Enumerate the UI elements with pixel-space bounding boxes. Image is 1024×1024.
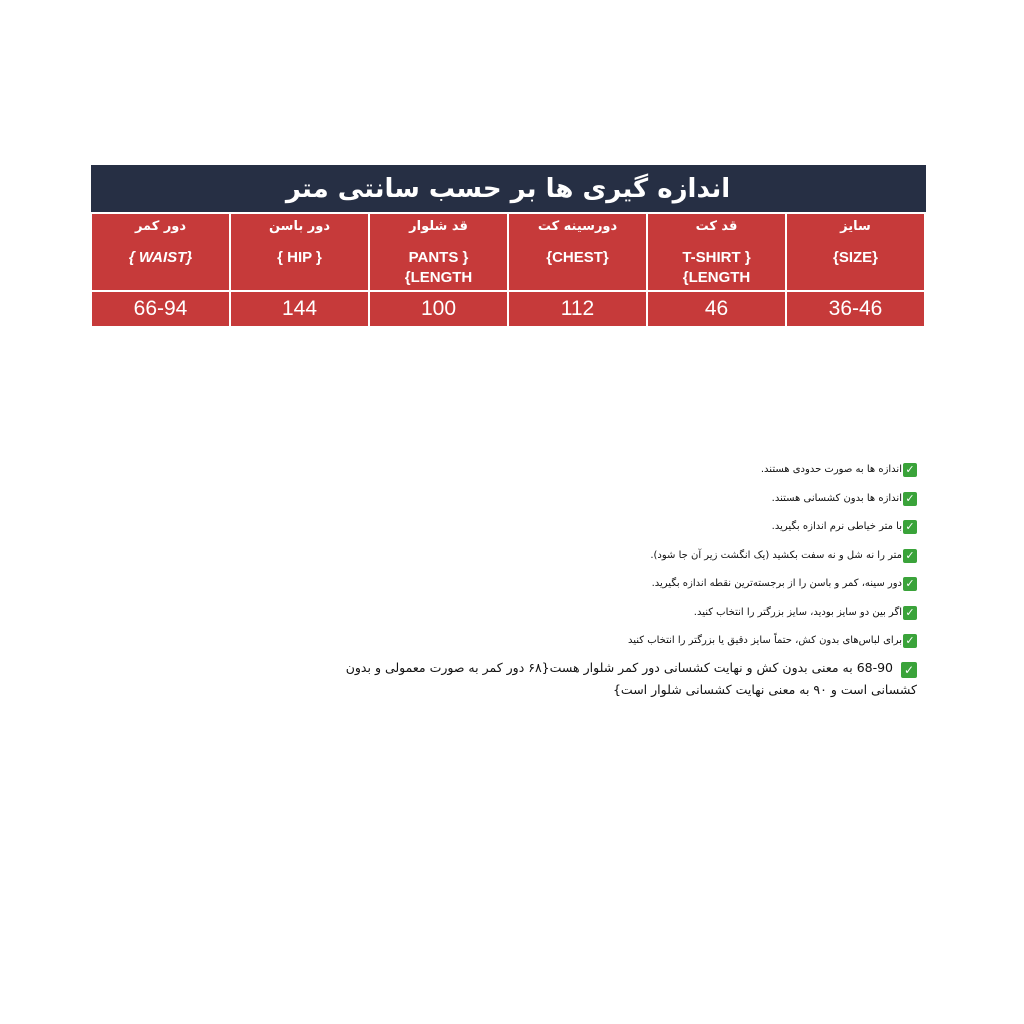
column-header-fa: دورسینه کت <box>537 219 618 234</box>
check-mark-icon: ✓ <box>903 549 917 563</box>
list-item <box>300 657 917 701</box>
note-text: برای لباس‌های بدون کش، حتماً سایز دقیق یا بزرگتر را انتخاب کنید <box>627 635 902 647</box>
column-header-en: { WAIST} <box>128 249 193 266</box>
list-item <box>300 513 917 542</box>
column-header-chest <box>508 213 647 291</box>
note-text: با متر خیاطی نرم اندازه بگیرید. <box>771 521 902 533</box>
column-header-en: {SIZE} <box>832 249 878 266</box>
note-text: 68-90 به معنی بدون کش و نهایت کشسانی دور کمر شلوار هست{۶۸ دور کمر به صورت معمولی و بدون کشسانی است و ۹۰ به معنی نهایت کشسانی شلوار است} <box>345 659 917 697</box>
header-row <box>91 213 925 291</box>
size-chart-table <box>90 165 926 328</box>
table-title: اندازه گیری ها بر حسب سانتی متر <box>91 166 925 214</box>
column-header-fa: قد شلوار <box>409 219 468 234</box>
note-text: اندازه ها بدون کشسانی هستند. <box>771 492 902 504</box>
check-mark-icon: ✓ <box>901 662 917 678</box>
column-header-size <box>786 213 925 291</box>
value-waist: 66-94 <box>91 291 230 327</box>
value-pants-length: 100 <box>369 291 508 327</box>
column-header-pants-length <box>369 213 508 291</box>
list-item <box>300 570 917 599</box>
column-header-en: T-SHIRT } {LENGTH <box>682 249 751 286</box>
value-hip: 144 <box>230 291 369 327</box>
list-item <box>300 542 917 571</box>
table-row <box>91 291 925 327</box>
column-header-hip <box>230 213 369 291</box>
check-mark-icon: ✓ <box>903 577 917 591</box>
check-mark-icon: ✓ <box>903 606 917 620</box>
list-item <box>300 599 917 628</box>
note-text: متر را نه شل و نه سفت بکشید (یک انگشت زیر آن جا شود). <box>650 549 902 561</box>
value-shirt-length: 46 <box>647 291 786 327</box>
check-mark-icon: ✓ <box>903 463 917 477</box>
column-header-fa: دور کمر <box>134 219 187 234</box>
column-header-shirt-length <box>647 213 786 291</box>
measurement-notes <box>300 456 917 701</box>
check-mark-icon: ✓ <box>903 492 917 506</box>
value-chest: 112 <box>508 291 647 327</box>
column-header-en: {CHEST} <box>546 249 609 266</box>
note-text: اندازه ها به صورت حدودی هستند. <box>760 464 902 476</box>
value-size: 36-46 <box>786 291 925 327</box>
check-mark-icon: ✓ <box>903 634 917 648</box>
column-header-fa: دور باسن <box>268 219 330 234</box>
list-item <box>300 456 917 485</box>
column-header-en: { HIP } <box>277 249 322 266</box>
column-header-en: PANTS } {LENGTH <box>404 249 473 286</box>
check-mark-icon: ✓ <box>903 520 917 534</box>
list-item <box>300 627 917 656</box>
list-item <box>300 485 917 514</box>
column-header-fa: سایز <box>840 219 871 234</box>
note-text: اگر بین دو سایز بودید، سایز بزرگتر را انتخاب کنید. <box>693 606 902 618</box>
column-header-fa: قد کت <box>695 219 738 234</box>
note-text: دور سینه، کمر و باسن را از برجسته‌ترین نقطه اندازه بگیرید. <box>651 578 902 590</box>
column-header-waist <box>91 213 230 291</box>
